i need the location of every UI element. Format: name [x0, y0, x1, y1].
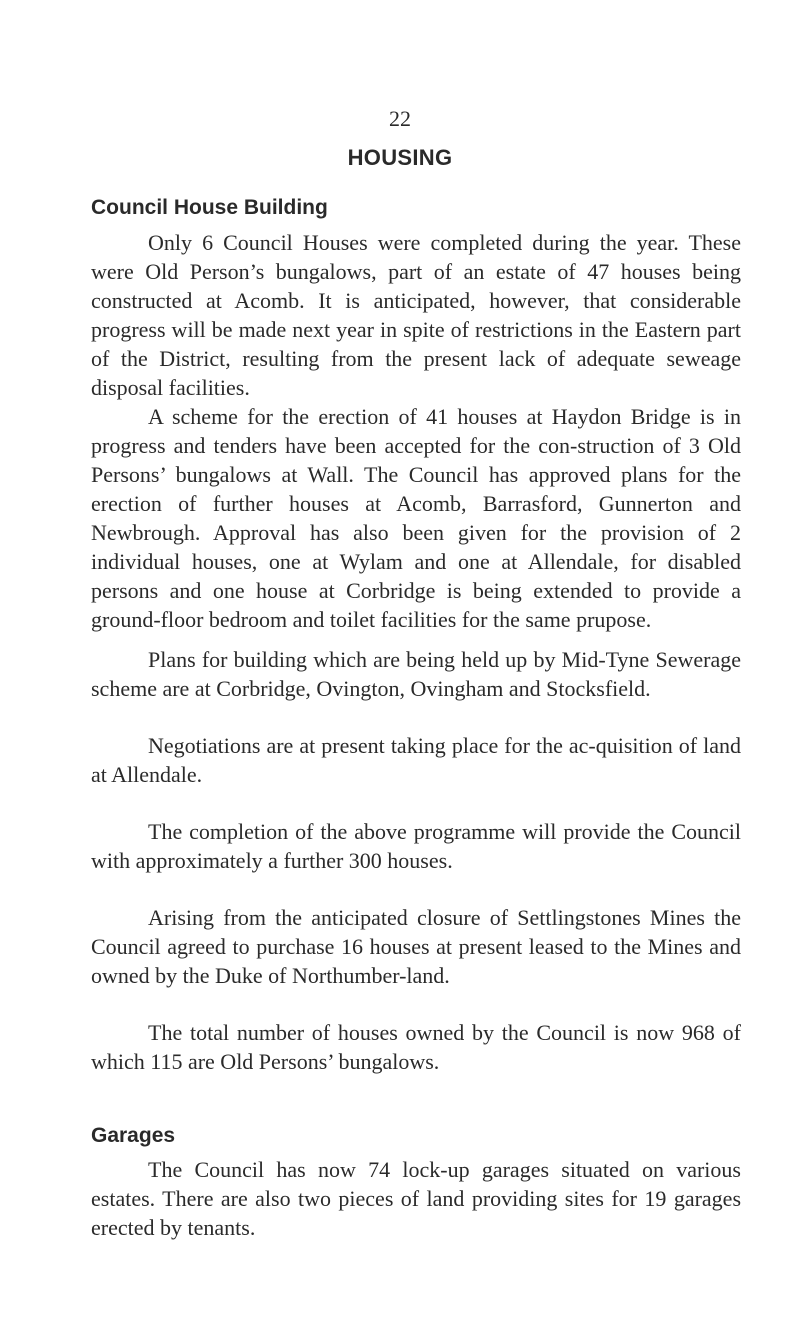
page-title: HOUSING — [347, 145, 453, 170]
paragraph: A scheme for the erection of 41 houses at Haydon Bridge is in progress and tenders have been accepted for the con-struction of 3 Old Persons’ bungalows at Wall. The Council has approved plans for the erection of further houses at Acomb, Barrasford, Gunnerton and Newbrough. Approval has also been given for the provision of 2 individual houses, one at Wylam and one at Allendale, for disabled persons and one house at Corbridge is being extended to provide a ground-floor bedroom and toilet facilities for the same prupose. — [91, 404, 741, 632]
paragraph: The total number of houses owned by the Council is now 968 of which 115 are Old Persons’ bungalows. — [91, 1020, 741, 1074]
section-heading-council-house-building: Council House Building — [91, 196, 328, 219]
page-number: 22 — [389, 106, 411, 131]
paragraph: Arising from the anticipated closure of Settlingstones Mines the Council agreed to purchase 16 houses at present leased to the Mines and owned by the Duke of Northumber-land. — [91, 905, 741, 988]
paragraph: Only 6 Council Houses were completed during the year. These were Old Person’s bungalows, part of an estate of 47 houses being constructed at Acomb. It is anticipated, however, that considerable progress will be made next year in spite of restrictions in the Eastern part of the District, resulting from the present lack of adequate seweage disposal facilities. — [91, 230, 741, 400]
paragraph: The completion of the above programme will provide the Council with approximately a further 300 houses. — [91, 819, 741, 873]
section-heading-garages: Garages — [91, 1124, 176, 1147]
paragraph: Plans for building which are being held up by Mid-Tyne Sewerage scheme are at Corbridge, Ovington, Ovingham and Stocksfield. — [91, 647, 741, 701]
paragraph: The Council has now 74 lock-up garages situated on various estates. There are also two pieces of land providing sites for 19 garages erected by tenants. — [91, 1157, 741, 1240]
paragraph: Negotiations are at present taking place for the ac-quisition of land at Allendale. — [91, 733, 741, 787]
